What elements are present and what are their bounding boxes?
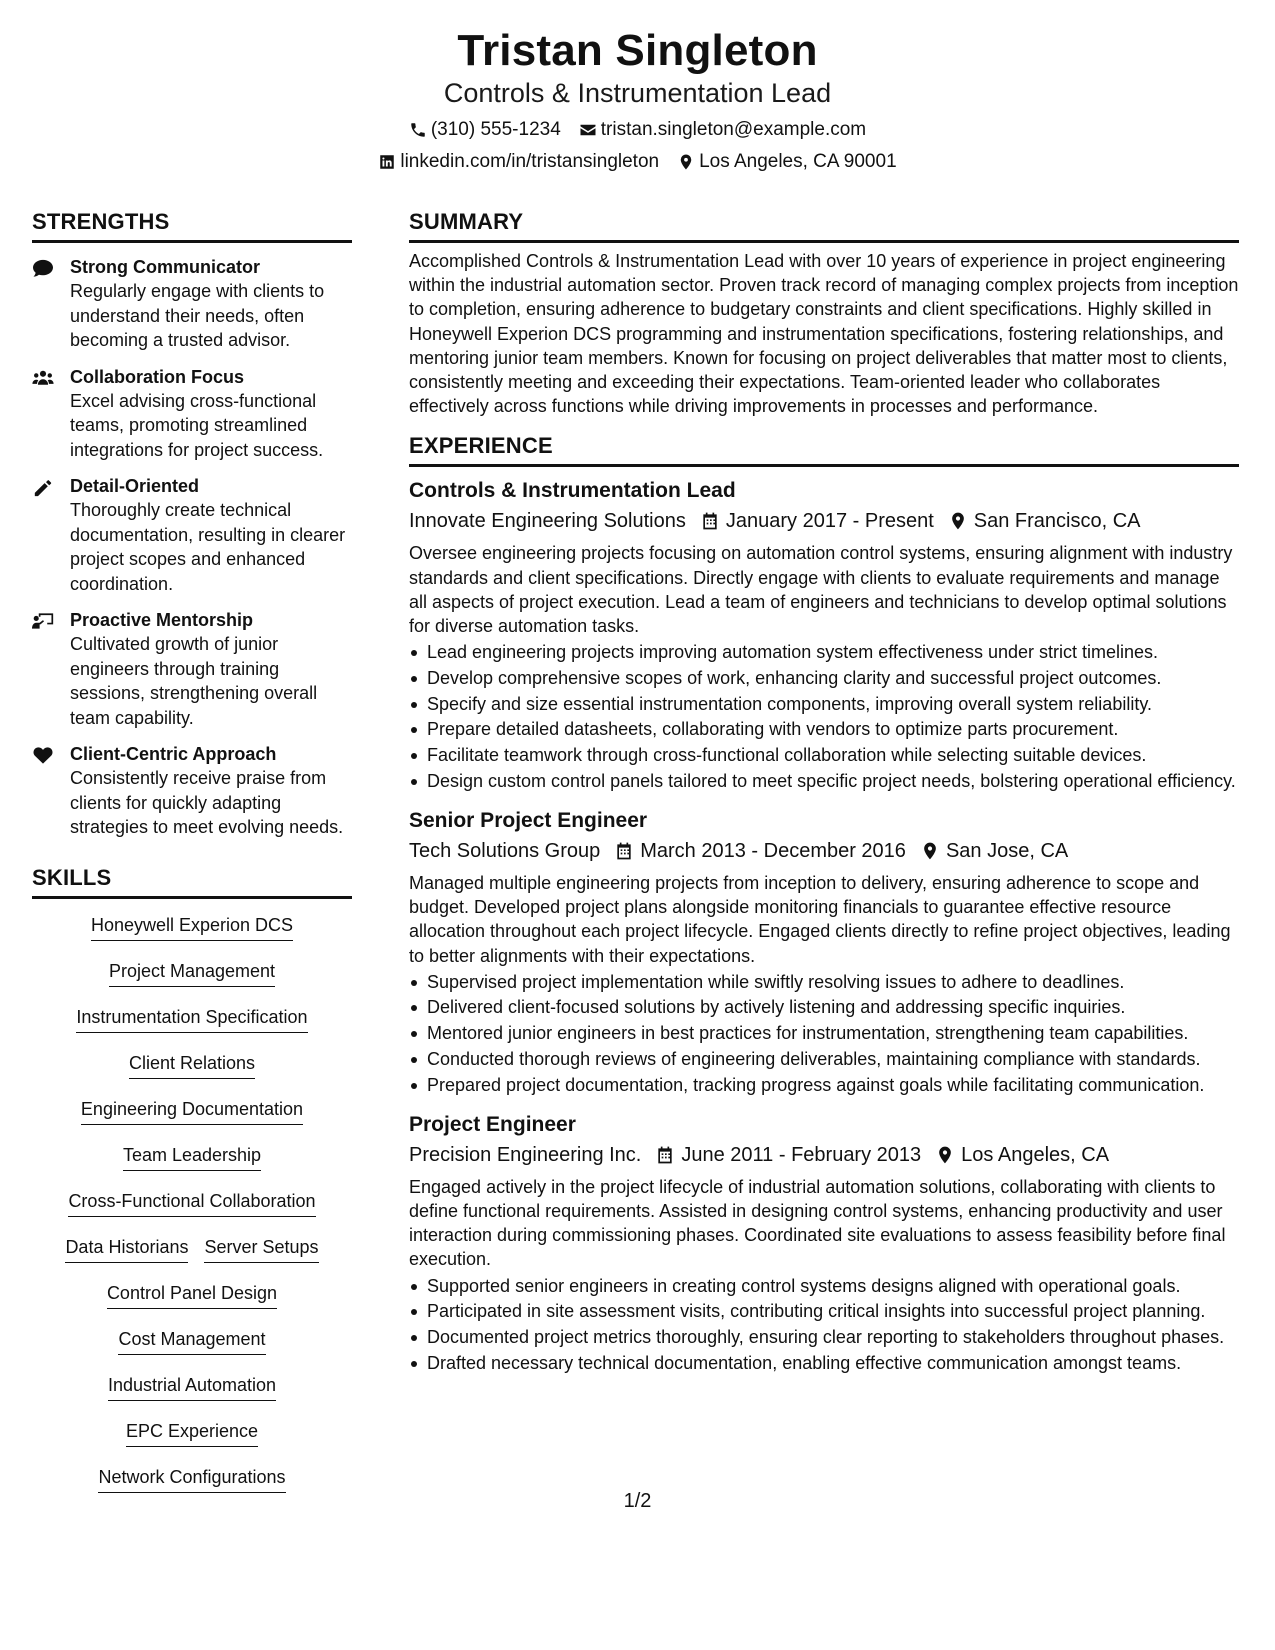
strength-name: Detail-Oriented: [70, 476, 200, 496]
skill-tag: Industrial Automation: [108, 1373, 276, 1401]
linkedin-icon: [378, 153, 396, 171]
summary-heading: SUMMARY: [409, 208, 1239, 243]
job-bullet: Facilitate teamwork through cross-functional collaboration while selecting suitable devices.: [409, 743, 1239, 767]
job-company: Tech Solutions Group: [409, 839, 601, 862]
job-bullet: Conducted thorough reviews of engineering deliverables, maintaining compliance with standards.: [409, 1047, 1239, 1071]
job-dates: January 2017 - Present: [725, 510, 934, 533]
left-column: [32, 208, 352, 1511]
page-number: 1/2: [623, 1490, 652, 1512]
map-pin-icon: [935, 1145, 955, 1165]
candidate-name: Tristan Singleton: [457, 26, 818, 75]
strength-desc: Cultivated growth of junior engineers through training sessions, strengthening overall team capability.: [70, 634, 318, 728]
experience-heading: EXPERIENCE: [409, 432, 1239, 467]
strength-desc: Thoroughly create technical documentation, resulting in clearer project scopes and enhanced coordination.: [70, 500, 346, 594]
strength-item: [32, 365, 352, 463]
job-bullet: Participated in site assessment visits, contributing critical insights into successful project planning.: [409, 1299, 1239, 1323]
skills-list: [32, 913, 352, 1511]
email-text[interactable]: tristan.singleton@example.com: [600, 119, 867, 140]
job-bullet: Supervised project implementation while swiftly resolving issues to adhere to deadlines.: [409, 970, 1239, 994]
skill-tag: Honeywell Experion DCS: [91, 913, 293, 941]
strength-item: [32, 742, 352, 840]
envelope-icon: [579, 121, 597, 139]
email-contact[interactable]: [579, 118, 866, 142]
job-title: Controls & Instrumentation Lead: [409, 479, 736, 503]
job-bullet: Lead engineering projects improving automation system effectiveness under strict timelines.: [409, 640, 1239, 664]
strength-desc: Excel advising cross-functional teams, promoting streamlined integrations for project success.: [70, 390, 324, 460]
map-pin-icon: [677, 153, 695, 171]
job-location: Los Angeles, CA: [961, 1143, 1110, 1166]
skill-tag: Team Leadership: [123, 1143, 261, 1171]
job-description: Managed multiple engineering projects from inception to delivery, ensuring adherence to scope and budget. Developed project plans alongside monitoring financials to guarantee effective resource allocation throughout each project lifecycle. Engaged clients directly to refine project objectives, leading to better alignments with their expectations.: [409, 872, 1231, 966]
skill-tag: Server Setups: [204, 1235, 318, 1263]
resume-body: [32, 208, 1243, 1511]
strength-item: [32, 255, 352, 353]
strength-name: Proactive Mentorship: [70, 610, 254, 630]
strength-desc: Consistently receive praise from clients for quickly adapting strategies to meet evolving needs.: [70, 768, 344, 837]
skill-tag: Data Historians: [65, 1235, 188, 1263]
job-bullets: [409, 640, 1239, 793]
job-meta: [409, 837, 1239, 865]
strength-item: [32, 474, 352, 596]
skills-heading: SKILLS: [32, 864, 352, 899]
candidate-title: Controls & Instrumentation Lead: [443, 78, 832, 108]
skill-tag: Cross-Functional Collaboration: [68, 1189, 315, 1217]
location-text: Los Angeles, CA 90001: [699, 151, 897, 172]
job-title: Project Engineer: [409, 1112, 576, 1136]
strength-desc: Regularly engage with clients to understand their needs, often becoming a trusted advisor.: [70, 281, 325, 350]
skill-tag: Client Relations: [129, 1051, 255, 1079]
contact-row-2: [0, 150, 1275, 174]
linkedin-contact[interactable]: [378, 150, 659, 174]
linkedin-text[interactable]: linkedin.com/in/tristansingleton: [400, 151, 660, 172]
right-column: [409, 208, 1239, 1511]
job-bullet: Design custom control panels tailored to meet specific project needs, bolstering operational efficiency.: [409, 769, 1239, 793]
job-bullets: [409, 970, 1239, 1097]
job-entry: [409, 1111, 1239, 1375]
skill-tag: Cost Management: [118, 1327, 265, 1355]
pencil-icon: [32, 474, 70, 596]
strength-item: [32, 608, 352, 730]
job-bullet: Develop comprehensive scopes of work, enhancing clarity and successful project outcomes.: [409, 666, 1239, 690]
strengths-heading: STRENGTHS: [32, 208, 352, 243]
map-pin-icon: [948, 511, 968, 531]
job-bullet: Drafted necessary technical documentation, enabling effective communication amongst teams.: [409, 1351, 1239, 1375]
phone-contact: [409, 118, 561, 142]
calendar-icon: [655, 1145, 675, 1165]
job-bullet: Delivered client-focused solutions by actively listening and addressing specific inquiries.: [409, 995, 1239, 1019]
resume-header: [0, 0, 1275, 174]
job-company: Precision Engineering Inc.: [409, 1143, 642, 1166]
job-dates: March 2013 - December 2016: [640, 839, 906, 862]
job-bullet: Prepare detailed datasheets, collaborating with vendors to optimize parts procurement.: [409, 717, 1239, 741]
strength-name: Collaboration Focus: [70, 366, 245, 387]
skill-tag: EPC Experience: [126, 1419, 258, 1447]
skill-tag: Network Configurations: [98, 1465, 285, 1493]
speech-bubble-icon: [32, 255, 70, 353]
job-bullet: Specify and size essential instrumentation components, improving overall system reliability.: [409, 692, 1239, 716]
skill-tag: Project Management: [109, 959, 275, 987]
job-bullet: Mentored junior engineers in best practices for instrumentation, strengthening team capabilities.: [409, 1021, 1239, 1045]
users-icon: [32, 365, 70, 463]
job-bullet: Documented project metrics thoroughly, ensuring clear reporting to stakeholders throughout phases.: [409, 1325, 1239, 1349]
job-bullets: [409, 1274, 1239, 1375]
contact-row-1: [0, 118, 1275, 142]
phone-text: (310) 555-1234: [430, 119, 561, 140]
calendar-icon: [614, 841, 634, 861]
summary-text: Accomplished Controls & Instrumentation Lead with over 10 years of experience in project engineering within the industrial automation sector. Proven track record of managing complex projects from inception to completion, ensuring adherence to budgetary constraints and client specifications. Highly skilled in Honeywell Experion DCS programming and instrumentation specifications, fostering relationships, and mentoring junior team members. Known for focusing on project deliverables that matter most to clients, consistently meeting and exceeding their expectations. Team-oriented leader who collaborates effectively across functions while driving improvements in processes and performance.: [409, 251, 1239, 417]
strength-name: Strong Communicator: [70, 257, 261, 277]
chalkboard-teacher-icon: [32, 608, 70, 730]
job-company: Innovate Engineering Solutions: [409, 510, 686, 533]
location-contact: [677, 150, 897, 174]
skill-tag: Instrumentation Specification: [76, 1005, 307, 1033]
job-description: Engaged actively in the project lifecycle of industrial automation solutions, collaborating with clients to define functional requirements. Assisted in designing control systems, enhancing productivity and user interaction during commissioning phases. Coordinated site evaluations to assess feasibility before final execution.: [409, 1176, 1226, 1270]
job-bullet: Supported senior engineers in creating control systems designs aligned with operational goals.: [409, 1274, 1239, 1298]
job-entry: [409, 477, 1239, 793]
job-location: San Jose, CA: [945, 839, 1069, 862]
job-meta: [409, 1141, 1239, 1169]
job-title: Senior Project Engineer: [409, 808, 648, 832]
job-entry: [409, 807, 1239, 1097]
strength-name: Client-Centric Approach: [70, 744, 277, 764]
skill-tag: Control Panel Design: [107, 1281, 277, 1309]
skill-tag: Engineering Documentation: [81, 1097, 303, 1125]
calendar-icon: [700, 511, 720, 531]
job-bullet: Prepared project documentation, tracking progress against goals while facilitating communication.: [409, 1073, 1239, 1097]
heart-icon: [32, 742, 70, 840]
job-meta: [409, 507, 1239, 535]
job-location: San Francisco, CA: [973, 510, 1141, 533]
map-pin-icon: [920, 841, 940, 861]
job-dates: June 2011 - February 2013: [681, 1143, 922, 1166]
job-description: Oversee engineering projects focusing on automation control systems, ensuring alignment with industry standards and client specifications. Directly engage with clients to evaluate requirements and manage all aspects of project execution. Lead a team of engineers and technicians to develop optimal solutions for diverse automation tasks.: [409, 543, 1233, 637]
phone-icon: [409, 121, 427, 139]
